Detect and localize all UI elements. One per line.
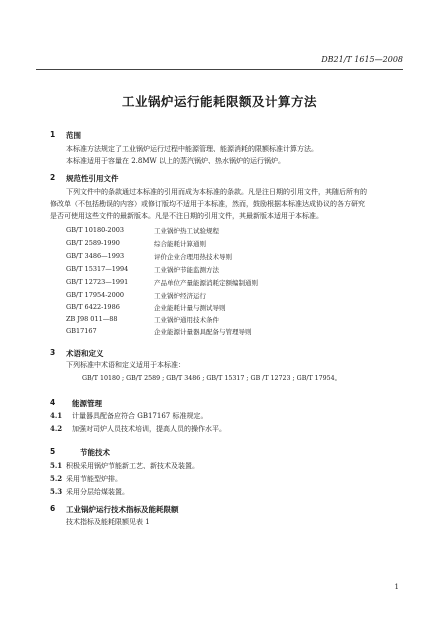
section-1-number: 1 bbox=[50, 130, 56, 139]
page-number: 1 bbox=[394, 583, 399, 591]
ref-code: GB/T 12723—1991 bbox=[66, 278, 129, 286]
ref-name: 工业锅炉通用技术条件 bbox=[154, 316, 219, 324]
ref-code: ZB J98 011—88 bbox=[66, 315, 118, 323]
ref-name: 工业锅炉热工试验规程 bbox=[154, 227, 219, 235]
ref-code: GB/T 17954-2000 bbox=[66, 291, 124, 299]
section-3-title: 术语和定义 bbox=[66, 349, 104, 358]
section-6-line-1: 技术指标及能耗限额见表 1 bbox=[66, 518, 150, 526]
ref-name: 企业能耗计量与测试导则 bbox=[154, 304, 226, 312]
section-6-title: 工业锅炉运行技术指标及能耗限额 bbox=[66, 505, 179, 514]
section-4-item-number: 4.1 bbox=[50, 411, 63, 420]
section-3-number: 3 bbox=[50, 348, 56, 357]
section-3-line-1: 下列标准中术语和定义适用于本标准： bbox=[66, 361, 185, 369]
section-5-title: 节能技术 bbox=[80, 448, 110, 457]
ref-name: 评价企业合理用热技术导则 bbox=[154, 253, 232, 261]
ref-name: 产品单位产量能源消耗定额编制通则 bbox=[154, 279, 258, 287]
page-title: 工业锅炉运行能耗限额及计算方法 bbox=[121, 94, 317, 109]
ref-name: 工业锅炉节能监测方法 bbox=[154, 266, 219, 274]
section-5-item-number: 5.2 bbox=[50, 474, 63, 483]
section-5-number: 5 bbox=[50, 447, 56, 456]
section-1-line-2: 本标准适用于容量在 2.8MW 以上的蒸汽锅炉、热水锅炉的运行锅炉。 bbox=[66, 157, 285, 165]
section-2-intro-1: 下列文件中的条款通过本标准的引用而成为本标准的条款。凡是注日期的引用文件，其随后所有的 bbox=[66, 188, 367, 196]
section-2-intro-3: 是否可使用这些文件的最新版本。凡是不注日期的引用文件，其最新版本适用于本标准。 bbox=[50, 212, 323, 220]
section-5-item-text: 采用分层给煤装置。 bbox=[66, 488, 129, 496]
ref-name: 企业能源计量器具配备与管理导则 bbox=[154, 328, 252, 336]
section-5-item-number: 5.3 bbox=[50, 487, 63, 496]
section-4-item-text: 计量器具配备应符合 GB17167 标准规定。 bbox=[72, 412, 208, 420]
section-2-title: 规范性引用文件 bbox=[66, 174, 119, 183]
section-4-item-text: 加强对司炉人员技术培训，提高人员的操作水平。 bbox=[72, 425, 226, 433]
header-rule bbox=[36, 69, 403, 70]
section-4-item-number: 4.2 bbox=[50, 424, 63, 433]
ref-code: GB/T 2589-1990 bbox=[66, 239, 120, 247]
ref-name: 工业锅炉经济运行 bbox=[154, 292, 206, 300]
section-5-item-number: 5.1 bbox=[50, 461, 63, 470]
doc-number: DB21/T 1615—2008 bbox=[321, 55, 403, 64]
section-1-title: 范围 bbox=[66, 131, 81, 140]
ref-code: GB/T 15317—1994 bbox=[66, 265, 129, 273]
ref-name: 综合能耗计算通则 bbox=[154, 240, 206, 248]
ref-code: GB/T 6422-1986 bbox=[66, 303, 120, 311]
section-5-item-text: 积极采用锅炉节能新工艺、新技术及装置。 bbox=[66, 462, 199, 470]
section-1-line-1: 本标准方法规定了工业锅炉运行过程中能源管理、能源消耗的限额标准计算方法。 bbox=[66, 145, 318, 153]
section-2-number: 2 bbox=[50, 173, 56, 182]
section-4-number: 4 bbox=[50, 398, 56, 407]
section-6-number: 6 bbox=[50, 504, 56, 513]
section-2-intro-2: 修改单（不包括勘误的内容）或修订版均不适用于本标准，然而，鼓励根据本标准达成协议的各方研究 bbox=[50, 200, 365, 208]
section-4-title: 能源管理 bbox=[72, 399, 102, 408]
ref-code: GB/T 10180-2003 bbox=[66, 226, 124, 234]
ref-code: GB/T 3486—1993 bbox=[66, 252, 125, 260]
ref-code: GB17167 bbox=[66, 327, 97, 335]
section-3-line-2: GB/T 10180 ; GB/T 2589 ; GB/T 3486 ; GB/T 15317 ; GB /T 12723 ; GB/T 17954。 bbox=[82, 375, 341, 382]
section-5-item-text: 采用节能型炉排。 bbox=[66, 475, 122, 483]
